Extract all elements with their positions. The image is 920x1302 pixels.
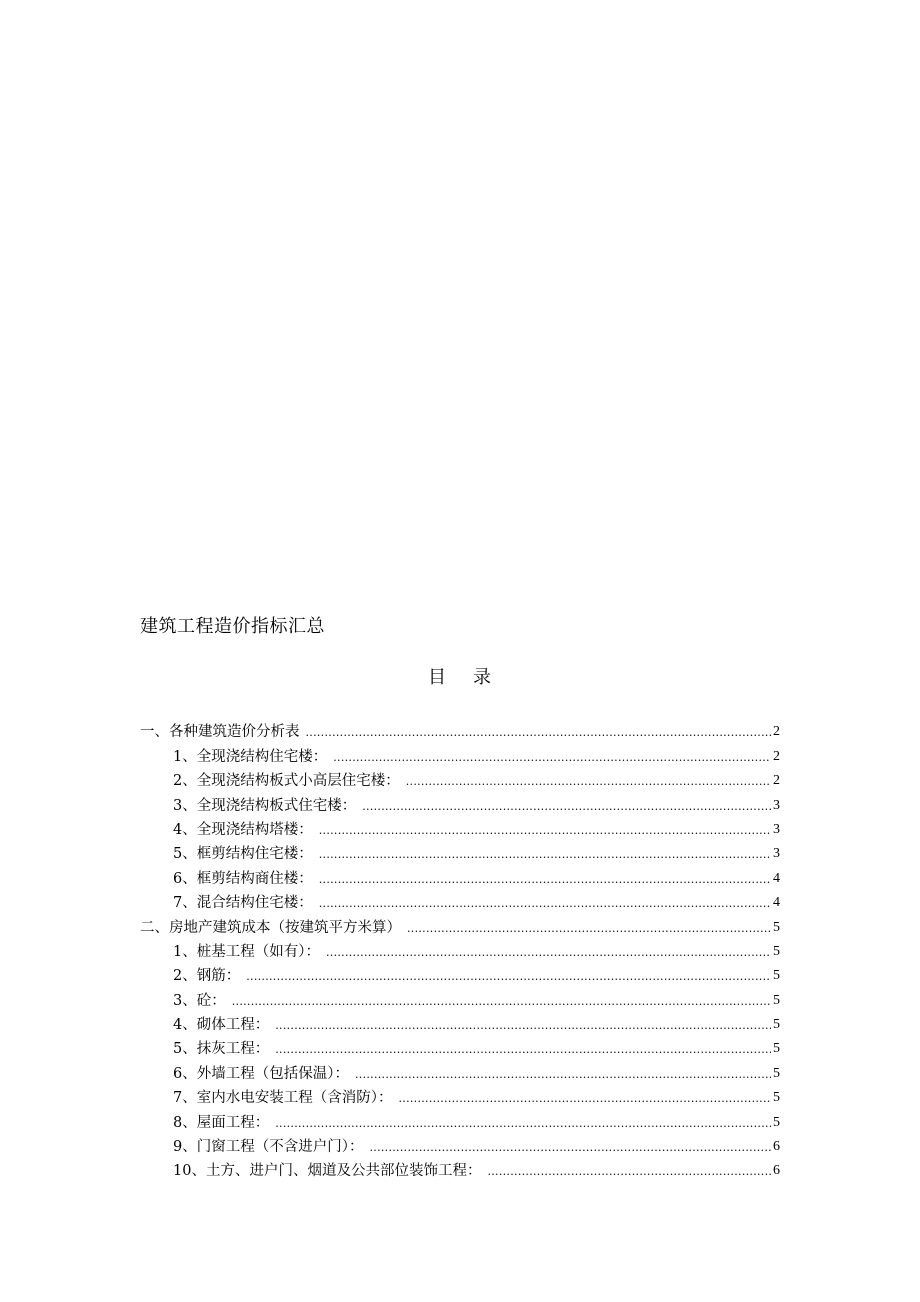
toc-entry-label: 3、砼： [173,992,226,1009]
toc-entry[interactable] [140,864,780,888]
toc-entry-page: 2 [773,773,780,789]
toc-entry-label: 4、砌体工程： [173,1017,270,1034]
toc-entry-label: 6、外墙工程（包括保温）： [173,1065,349,1082]
toc-entry-page: 5 [773,919,780,935]
toc-entry-label: 6、框剪结构商住楼： [173,870,313,887]
toc-entry-page: 5 [773,1090,780,1106]
document-title: 建筑工程造价指标汇总 [140,616,325,637]
toc-entry[interactable] [140,1011,780,1035]
toc-leader-dots [406,773,771,791]
toc-leader-dots [319,846,771,864]
toc-entry[interactable] [140,986,780,1010]
toc-entry[interactable] [140,938,780,962]
toc-entry[interactable] [140,1108,780,1132]
toc-entry-page: 5 [773,1041,780,1057]
toc-entry-label: 二、房地产建筑成本（按建筑平方米算） [140,919,401,936]
toc-entry[interactable] [140,1035,780,1059]
toc-entry-label: 10、土方、进户门、烟道及公共部位装饰工程： [173,1163,482,1180]
toc-entry-label: 8、屋面工程： [173,1114,270,1131]
toc-entry[interactable] [140,767,780,791]
toc-entry-page: 2 [773,748,780,764]
toc-entry-page: 4 [773,895,780,911]
toc-leader-dots [398,1090,771,1108]
toc-entry-label: 一、各种建筑造价分析表 [140,724,300,741]
toc-entry-label: 1、全现浇结构住宅楼： [173,748,328,765]
toc-heading-left: 目 [428,667,447,688]
toc-entry-label: 7、混合结构住宅楼： [173,895,313,912]
toc-entry[interactable] [140,1059,780,1083]
toc-leader-dots [319,871,771,889]
toc-leader-dots [369,1139,771,1157]
toc-leader-dots [275,1041,771,1059]
toc-entry-label: 4、全现浇结构塔楼： [173,821,313,838]
toc-entry-label: 7、室内水电安装工程（含消防）： [173,1090,393,1107]
table-of-contents [140,718,780,1181]
toc-entry-label: 1、桩基工程（如有）： [173,943,320,960]
toc-entry-page: 5 [773,1017,780,1033]
toc-leader-dots [333,749,771,767]
toc-heading-right: 录 [473,667,492,688]
toc-leader-dots [275,1017,771,1035]
toc-entry[interactable] [140,962,780,986]
toc-leader-dots [355,1066,771,1084]
toc-entry-page: 5 [773,1065,780,1081]
toc-entry[interactable] [140,889,780,913]
toc-entry-page: 5 [773,943,780,959]
toc-leader-dots [232,993,771,1011]
toc-entry-page: 5 [773,968,780,984]
toc-entry[interactable] [140,791,780,815]
toc-entry-page: 6 [773,1139,780,1155]
toc-entry[interactable] [140,840,780,864]
toc-entry-label: 2、全现浇结构板式小高层住宅楼： [173,773,400,790]
toc-leader-dots [306,724,772,742]
toc-entry[interactable] [140,1084,780,1108]
toc-entry[interactable] [140,718,780,742]
toc-entry-label: 2、钢筋： [173,968,241,985]
toc-entry-page: 4 [773,870,780,886]
toc-leader-dots [275,1115,771,1133]
toc-leader-dots [246,968,771,986]
toc-entry-label: 9、门窗工程（不含进户门）： [173,1139,364,1156]
toc-leader-dots [487,1163,771,1181]
toc-entry[interactable] [140,742,780,766]
toc-leader-dots [362,798,771,816]
toc-entry-page: 2 [773,724,780,740]
toc-entry-label: 5、框剪结构住宅楼： [173,846,313,863]
toc-entry-label: 3、全现浇结构板式住宅楼： [173,797,357,814]
toc-leader-dots [326,944,771,962]
toc-entry-page: 5 [773,992,780,1008]
toc-entry-page: 3 [773,821,780,837]
toc-entry-page: 3 [773,846,780,862]
toc-leader-dots [319,895,771,913]
toc-entry-label: 5、抹灰工程： [173,1041,270,1058]
toc-entry-page: 3 [773,797,780,813]
toc-entry[interactable] [140,1133,780,1157]
toc-leader-dots [319,822,771,840]
toc-heading [0,666,920,690]
toc-entry-page: 6 [773,1163,780,1179]
toc-entry[interactable] [140,816,780,840]
toc-entry[interactable] [140,913,780,937]
toc-entry-page: 5 [773,1114,780,1130]
toc-leader-dots [407,920,771,938]
toc-entry[interactable] [140,1157,780,1181]
